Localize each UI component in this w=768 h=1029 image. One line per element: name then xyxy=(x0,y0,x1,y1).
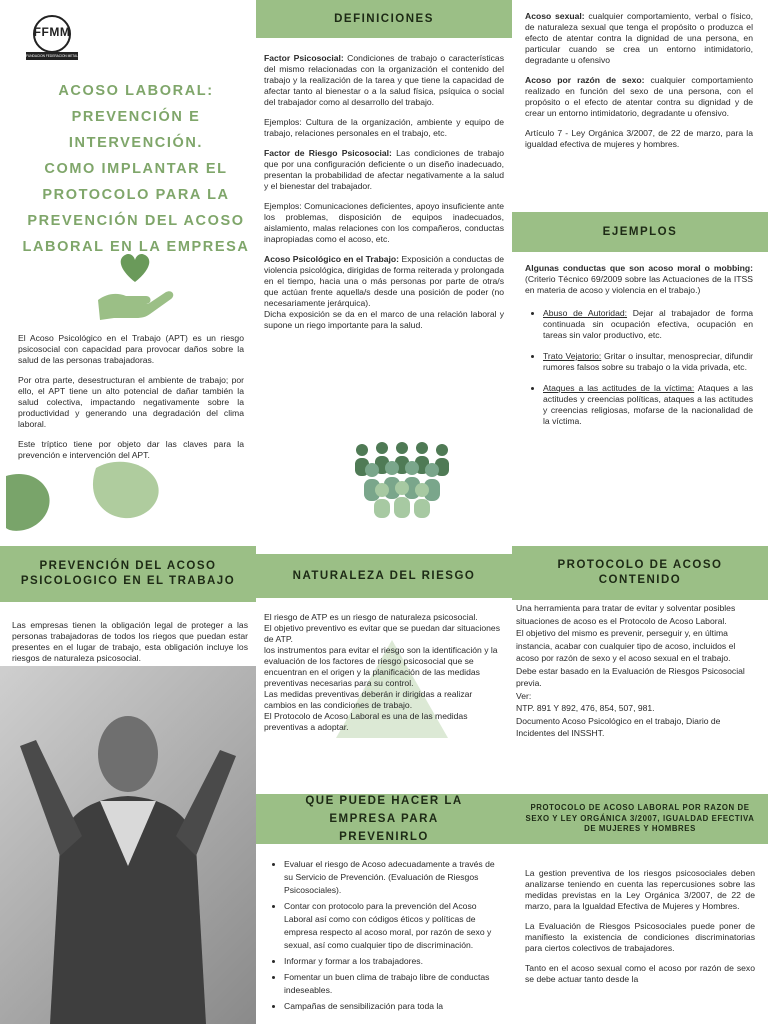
definiciones-heading: DEFINICIONES xyxy=(334,12,434,25)
ejemplo-text: Dejar al trabajador de forma continuada sin ocupación efectiva, ocupación en tareas sin valor productivo, etc. xyxy=(543,308,754,340)
ejemplo-text: Gritar o insultar, menospreciar, difundir rumores falsos sobre su trabajo o la vida privada, etc. xyxy=(543,351,753,372)
hero-title-line: COMO IMPLANTAR EL xyxy=(44,161,228,177)
protocolo-header xyxy=(512,546,768,600)
protocolo-sexo-body xyxy=(525,868,755,994)
naturaleza-line: los instrumentos para evitar el riesgo son la identificación y la evaluación de los factores de riesgo psicosocial que se encuentran en el origen y la planificación de las medidas preventivas necesarias para su control. xyxy=(264,645,498,688)
protocolo-sexo-heading: PROTOCOLO DE ACOSO LABORAL POR RAZON DE SEXO Y LEY ORGÁNICA 3/2007, IGUALDAD EFECTIVA DE MUJERES Y HOMBRES xyxy=(525,803,755,834)
ejemplos-list xyxy=(525,308,753,427)
person-silhouette-icon xyxy=(0,666,256,1024)
logo-caption: FUNDACION FEDERACION METAL MANCHA xyxy=(26,54,93,58)
hero-title-line: LABORAL EN LA EMPRESA xyxy=(22,239,250,255)
list-item: • Campañas de sensibilización para toda la xyxy=(284,1000,496,1013)
naturaleza-line: Las medidas preventivas deberán ir dirigidas a realizar cambios en las condiciones de trabajo. xyxy=(264,689,473,710)
protocolo-line: Debe estar basado en la Evaluación de Riesgos Psicosocial previa. xyxy=(516,665,745,688)
definicion-example: Ejemplos: Comunicaciones deficientes, apoyo insuficiente ante los problemas, disposición de equipos inadecuados, aislamiento, malas relaciones con los compañeros, conductas inapropiadas como el acoso, etc. xyxy=(264,201,504,244)
hand-heart-icon xyxy=(92,252,178,322)
logo-letters: FFMM xyxy=(33,25,71,39)
intro-paragraph: Por otra parte, desestructuran el ambiente de trabajo; por ello, el APT tiene un alto potencial de dañar también la salud colectiva, impactando negativamente sobre la productividad y generando una degradación del clima laboral. xyxy=(18,375,244,429)
definiciones-header xyxy=(256,0,512,38)
empresa-header xyxy=(256,794,512,844)
ejemplos-body xyxy=(525,263,753,437)
definicion-example: Ejemplos: Cultura de la organización, ambiente y equipo de trabajo, relaciones personales en el trabajo, etc. xyxy=(264,117,504,138)
hero-title-line: PREVENCIÓN E xyxy=(71,109,201,125)
hero-title-line: INTERVENCIÓN. xyxy=(68,135,204,151)
protocolo-line: El objetivo del mismo es prevenir, perseguir y, en última instancia, acabar con cualquier tipo de acoso, incluidos el acoso por razón de sexo y el acoso sexual en el trabajo. xyxy=(516,628,736,663)
hero-title-line: PREVENCIÓN DEL ACOSO xyxy=(27,213,245,229)
protocolo-line: NTP. 891 Y 892, 476, 854, 507, 981. xyxy=(516,703,655,713)
hero-title xyxy=(20,78,252,260)
protocolo-line: Documento Acoso Psicológico en el trabajo, Diario de Incidentes del INSSHT. xyxy=(516,715,721,738)
acoso-sexual-text: cualquier comportamiento, verbal o físico, de naturaleza sexual que tenga el propósito o produzca el efecto de atentar contra la dignidad de una persona, en particular cuando se crea un entorno intimidatorio, degradante u ofensivo xyxy=(525,11,753,65)
protocolo-sexo-header xyxy=(512,794,768,844)
list-item: • Contar con protocolo para la prevención del Acoso Laboral así como con códigos éticos y políticas de empresa respecto al acoso moral, por razón de sexo y sexual, así como cualquier tipo de discriminación. xyxy=(284,900,496,952)
ejemplos-header xyxy=(512,212,768,252)
intro-paragraph: El Acoso Psicológico en el Trabajo (APT) es un riesgo psicosocial con capacidad para provocar daños sobre la salud de las personas trabajadoras. xyxy=(18,333,244,365)
prevencion-heading: PREVENCIÓN DEL ACOSO PSICOLOGICO EN EL TRABAJO xyxy=(20,560,236,587)
protocolo-sexo-paragraph: La gestion preventiva de los riesgos psicosociales deben analizarse teniendo en cuenta las repercusiones sobre las medidas previstas en la Ley Orgánica 3/2007, de 22 de marzo, para la Igualdad Efectiva de Mujeres y Hombres. xyxy=(525,868,755,911)
people-group-icon xyxy=(350,440,454,518)
protocolo-line: Ver: xyxy=(516,690,532,701)
empresa-heading: QUE PUEDE HACER LA EMPRESA PARA PREVENIRLO xyxy=(305,795,463,843)
empresa-body xyxy=(272,858,496,1016)
naturaleza-line: El riesgo de ATP es un riesgo de naturaleza psicosocial. xyxy=(264,612,478,622)
naturaleza-line: El Protocolo de Acoso Laboral es una de las medidas preventivas a adoptar. xyxy=(264,711,468,732)
protocolo-body xyxy=(516,602,758,740)
list-item xyxy=(543,351,753,373)
list-item xyxy=(543,308,753,341)
definicion-text: Las condiciones de trabajo que por una configuración deficiente o un diseño inadecuado, presentan la probabilidad de afectar negativamente a la salud y el bienestar del trabajador. xyxy=(264,148,504,191)
prevencion-text: Las empresas tienen la obligación legal de proteger a las personas trabajadoras de todos los riegos que puedan estar presentes en el lugar de trabajo, esta obligación incluye los riesgos de naturaleza psicosocial. xyxy=(12,620,248,663)
protocolo-sexo-paragraph: Tanto en el acoso sexual como el acoso por razón de sexo se debe actuar tanto desde la xyxy=(525,963,755,984)
intro-paragraph: Este tríptico tiene por objeto dar las claves para la prevención e intervención del APT. xyxy=(18,439,244,460)
ejemplos-intro-text: (Criterio Técnico 69/2009 sobre las Actuaciones de la ITSS en materia de acoso y violencia en el trabajo.) xyxy=(525,274,753,295)
intro-text xyxy=(18,333,244,470)
acoso-sexo-term: Acoso por razón de sexo: xyxy=(525,75,645,85)
prevencion-header xyxy=(0,546,256,602)
acoso-sexual-term: Acoso sexual: xyxy=(525,11,585,21)
protocolo-sexo-paragraph: La Evaluación de Riesgos Psicosociales puede poner de manifiesto la existencia de condiciones discriminatorias para ciertos colectivos de trabajadores. xyxy=(525,921,755,953)
naturaleza-line: El objetivo preventivo es evitar que se puedan dar situaciones de ATP. xyxy=(264,623,500,644)
naturaleza-body xyxy=(264,612,500,733)
ejemplos-intro-bold: Algunas conductas que son acoso moral o mobbing: xyxy=(525,263,753,273)
acoso-sexo-text: cualquier comportamiento realizado en función del sexo de una persona, con el propósito o el efecto de atentar contra su dignidad y de crear un entorno intimidatorio, degradante u ofensivo. xyxy=(525,75,753,118)
ejemplo-text: Ataques a las actitudes y creencias políticas, ataques a las actitudes y creencias religiosas, mofarse de la nacionalidad de la víctima. xyxy=(543,383,753,426)
definicion-text: Condiciones de trabajo o características del mismo relacionadas con la organización el contenido del trabajo y la realización de la tarea y que tiene la capacidad de afectar tanto al bienestar o a la salud física, psíquica o social del trabajador como al desarrollo del trabajo. xyxy=(264,53,504,107)
ejemplo-term: Ataques a las actitudes de la víctima: xyxy=(543,383,695,393)
definicion-term: Factor de Riesgo Psicosocial: xyxy=(264,148,392,158)
definicion-text: Exposición a conductas de violencia psicológica, dirigidas de forma reiterada y prolongada en el tiempo, hacia una o más personas por parte de otra/s que actúan frente aquella/s desde una posición de poder (no necesariamente jerárquica). xyxy=(264,254,505,308)
definiciones-body xyxy=(264,53,504,331)
definicion-term: Acoso Psicológico en el Trabajo: xyxy=(264,254,400,264)
ejemplos-heading: EJEMPLOS xyxy=(602,225,678,238)
acoso-definitions xyxy=(525,11,753,159)
list-item: • Fomentar un buen clima de trabajo libre de conductas indeseables. xyxy=(284,971,496,997)
list-item: • Evaluar el riesgo de Acoso adecuadamente a través de su Servicio de Prevención. (Evaluación de Riesgos Psicosociales). xyxy=(284,858,496,897)
list-item xyxy=(543,383,753,427)
hero-title-line: PROTOCOLO PARA LA xyxy=(42,187,230,203)
decorative-blob-icon xyxy=(6,456,256,540)
logo xyxy=(22,14,93,64)
definicion-term: Factor Psicosocial: xyxy=(264,53,344,63)
photo-businessman xyxy=(0,666,256,1024)
protocolo-heading: PROTOCOLO DE ACOSO CONTENIDO xyxy=(557,559,723,586)
articulo-reference: Artículo 7 - Ley Orgánica 3/2007, de 22 de marzo, para la igualdad efectiva de mujeres y hombres. xyxy=(525,128,753,149)
list-item: • Informar y formar a los trabajadores. xyxy=(284,955,496,968)
ejemplo-term: Abuso de Autoridad: xyxy=(543,308,628,318)
hero-title-line: ACOSO LABORAL: xyxy=(58,83,214,99)
empresa-list xyxy=(272,858,496,1013)
definicion-extra: Dicha exposición se da en el marco de una relación laboral y supone un riego importante para la salud. xyxy=(264,309,504,330)
naturaleza-header xyxy=(256,554,512,598)
ejemplo-term: Trato Vejatorio: xyxy=(543,351,602,361)
naturaleza-heading: NATURALEZA DEL RIESGO xyxy=(292,569,476,582)
protocolo-line: Una herramienta para tratar de evitar y solventar posibles situaciones de acoso es el Protocolo de Acoso Laboral. xyxy=(516,603,736,626)
